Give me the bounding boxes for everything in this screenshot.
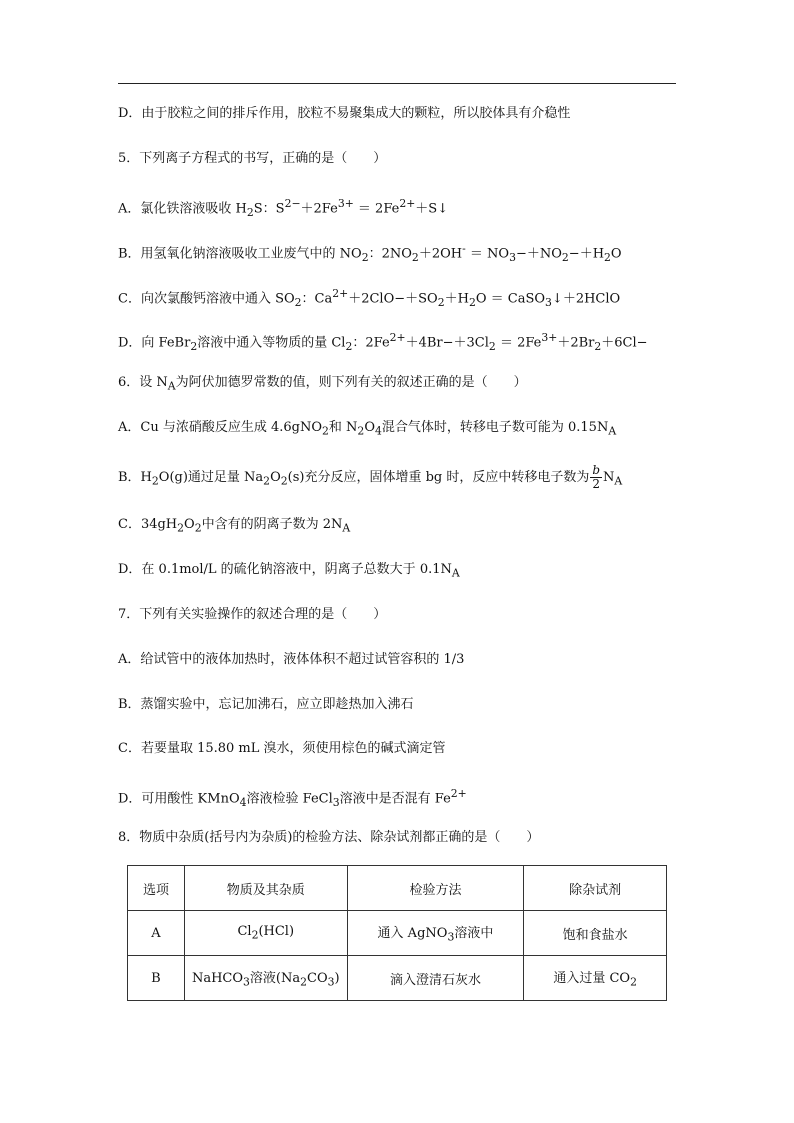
- row-b-option: B: [128, 956, 185, 1001]
- q5-stem: 5．下列离子方程式的书写，正确的是（ ）: [118, 151, 387, 166]
- q6-option-b: B．$H_2O(g)$通过足量 $Na_2O_2(s)$充分反应，固体增重 bg 时，反应中转移电子数为 $\frac{b}{2}$ $N_A$: [118, 463, 623, 491]
- q8-table: [127, 865, 667, 1001]
- q4-option-d: D．由于胶粒之间的排斥作用，胶粒不易聚集成大的颗粒，所以胶体具有介稳性: [118, 106, 571, 121]
- row-a-test: 通入 AgNO$_3$溶液中: [347, 911, 524, 956]
- header-reagent: 除杂试剂: [524, 866, 667, 911]
- q5-option-b: B．用氢氧化钠溶液吸收工业废气中的 $NO_2$：$2NO_2+2OH^- = NO_3-+NO_2-+H_2O$: [118, 242, 622, 264]
- table-row: [128, 911, 667, 956]
- table-header-row: [128, 866, 667, 911]
- q5-option-c: C．向次氯酸钙溶液中通入 $SO_2$：$Ca^{2+}+2ClO-+SO_2+H_2O$ ＝ CaSO$_3$↓＋2HClO: [118, 287, 621, 309]
- q5-option-a: A．氯化铁溶液吸收 $H_2S$：$S^{2-}+2Fe^{3+}$ ＝ $2Fe^{2+}+S↓$: [118, 197, 449, 219]
- row-b-reagent: 通入过量 $CO_2$: [524, 956, 667, 1001]
- q5-option-d: D．向 FeBr$_2$溶液中通入等物质的量 $Cl_2$：$2Fe^{2+}+4Br-+3Cl_2 = 2Fe^{3+}+2Br_2+6Cl-$: [118, 331, 648, 353]
- q7-option-d: D．可用酸性 KMnO$_4$溶液检验 FeCl$_3$溶液中是否混有 $Fe^{2+}$: [118, 787, 467, 809]
- header-option: 选项: [128, 866, 185, 911]
- row-a-reagent: 饱和食盐水: [524, 911, 667, 956]
- q6-stem: 6．设 $N_A$为阿伏加德罗常数的值，则下列有关的叙述正确的是（ ）: [118, 375, 527, 393]
- q7-stem: 7．下列有关实验操作的叙述合理的是（ ）: [118, 607, 387, 622]
- q7-option-b: B．蒸馏实验中，忘记加沸石，应立即趁热加入沸石: [118, 697, 414, 712]
- header-substance: 物质及其杂质: [184, 866, 347, 911]
- row-a-option: A: [128, 911, 185, 956]
- q6-option-c: C．$34gH_2O_2$中含有的阴离子数为 $2N_A$: [118, 517, 351, 535]
- q6-option-d: D．在 0.1mol/L 的硫化钠溶液中，阴离子总数大于 $0.1N_A$: [118, 562, 460, 580]
- header-rule: [118, 83, 676, 84]
- q8-stem: 8．物质中杂质(括号内为杂质)的检验方法、除杂试剂都正确的是（ ）: [118, 830, 540, 845]
- row-a-substance: $Cl_2(HCl)$: [184, 911, 347, 956]
- row-b-substance: NaHCO$_3$溶液$(Na_2CO_3)$: [184, 956, 347, 1001]
- row-b-test: 滴入澄清石灰水: [347, 956, 524, 1001]
- header-test-method: 检验方法: [347, 866, 524, 911]
- fraction-b-over-2: $\frac{b}{2}$: [592, 463, 601, 491]
- q7-option-c: C．若要量取 15.80 mL 溴水，须使用棕色的碱式滴定管: [118, 741, 446, 756]
- q7-option-a: A．给试管中的液体加热时，液体体积不超过试管容积的 1/3: [118, 652, 465, 667]
- q6-option-a: A．Cu 与浓硝酸反应生成 4.6gNO$_2$和 $N_2O_4$混合气体时，转移电子数可能为 $0.15N_A$: [118, 420, 617, 438]
- table-row: [128, 956, 667, 1001]
